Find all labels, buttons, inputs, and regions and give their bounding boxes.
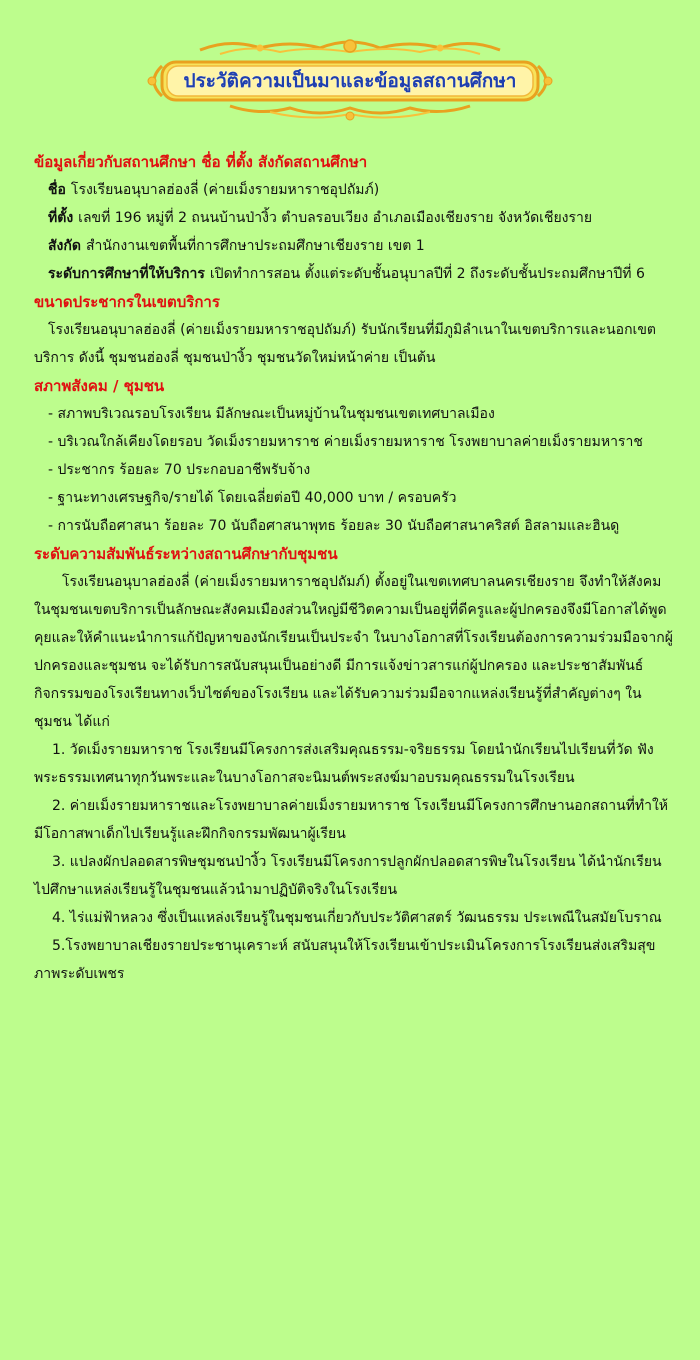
community-item: - ฐานะทางเศรษฐกิจ/รายได้ โดยเฉลี่ยต่อปี 40,000 บาท / ครอบครัว	[48, 490, 457, 506]
school-name-row	[34, 176, 674, 204]
community-item: - ประชากร ร้อยละ 70 ประกอบอาชีพรับจ้าง	[48, 462, 311, 478]
education-level-value: เปิดทำการสอน ตั้งแต่ระดับชั้นอนุบาลปีที่ 2 ถึงระดับชั้นประถมศึกษาปีที่ 6	[209, 266, 645, 282]
learning-source-item: 3. แปลงผักปลอดสารพิษชุมชนป่างิ้ว โรงเรียนมีโครงการปลูกผักปลอดสารพิษในโรงเรียน ได้นำนักเรียนไปศึกษาแหล่งเรียนรู้ในชุมชนแล้วนำมาปฏิบัติจริงในโรงเรียน	[34, 854, 662, 898]
school-name-label: ชื่อ	[48, 182, 66, 198]
education-level-row	[34, 260, 674, 288]
section-heading-community: สภาพสังคม / ชุมชน	[34, 377, 165, 395]
school-location-value: เลขที่ 196 หมู่ที่ 2 ถนนบ้านป่างิ้ว ตำบลรอบเวียง อำเภอเมืองเชียงราย จังหวัดเชียงราย	[78, 210, 593, 226]
education-level-label: ระดับการศึกษาที่ให้บริการ	[48, 266, 205, 282]
section-heading-relationship: ระดับความสัมพันธ์ระหว่างสถานศึกษากับชุมชน	[34, 545, 338, 563]
section-heading-school-info: ข้อมูลเกี่ยวกับสถานศึกษา ชื่อ ที่ตั้ง สังกัดสถานศึกษา	[34, 153, 368, 171]
community-item: - การนับถือศาสนา ร้อยละ 70 นับถือศาสนาพุทธ ร้อยละ 30 นับถือศาสนาคริสต์ อิสลามและฮินดู	[48, 518, 620, 534]
relationship-intro: โรงเรียนอนุบาลฮ่องลี่ (ค่ายเม็งรายมหาราชอุปถัมภ์) ตั้งอยู่ในเขตเทศบาลนครเชียงราย จึงทำให้สังคมในชุมชนเขตบริการเป็นลักษณะสังคมเมืองส่วนใหญ่มีชีวิตความเป็นอยู่ที่ดีครูและผู้ปกครองจึงมีโอกาสได้พูดคุยและให้คำแนะนำการแก้ปัญหาของนักเรียนเป็นประจำ ในบางโอกาสที่โรงเรียนต้องการความร่วมมือจากผู้ปกครองและชุมชน จะได้รับการสนับสนุนเป็นอย่างดี มีการแจ้งข่าวสารแก่ผู้ปกครอง และประชาสัมพันธ์กิจกรรมของโรงเรียนทางเว็บไซต์ของโรงเรียน และได้รับความร่วมมือจากแหล่งเรียนรู้ที่สำคัญต่างๆ ในชุมชน ได้แก่	[34, 574, 673, 730]
learning-source-item: 2. ค่ายเม็งรายมหาราชและโรงพยาบาลค่ายเม็งรายมหาราช โรงเรียนมีโครงการศึกษานอกสถานที่ทำให้มีโอกาสพาเด็กไปเรียนรู้และฝึกกิจกรรมพัฒนาผู้เรียน	[34, 798, 669, 842]
community-item: - สภาพบริเวณรอบโรงเรียน มีลักษณะเป็นหมู่บ้านในชุมชนเขตเทศบาลเมือง	[48, 406, 495, 422]
school-affiliation-value: สำนักงานเขตพื้นที่การศึกษาประถมศึกษาเชียงราย เขต 1	[85, 238, 425, 254]
school-name-value: โรงเรียนอนุบาลฮ่องลี่ (ค่ายเม็งรายมหาราชอุปถัมภ์)	[70, 182, 380, 198]
community-item: - บริเวณใกล้เคียงโดยรอบ วัดเม็งรายมหาราช ค่ายเม็งรายมหาราช โรงพยาบาลค่ายเม็งรายมหาราช	[48, 434, 643, 450]
page-title: ประวัติความเป็นมาและข้อมูลสถานศึกษา	[183, 70, 517, 92]
school-location-row	[34, 204, 674, 232]
learning-source-item: 1. วัดเม็งรายมหาราช โรงเรียนมีโครงการส่งเสริมคุณธรรม-จริยธรรม โดยนำนักเรียนไปเรียนที่วัด ฟังพระธรรมเทศนาทุกวันพระและในบางโอกาสจะนิมนต์พระสงฆ์มาอบรมคุณธรรมในโรงเรียน	[34, 742, 654, 786]
school-affiliation-row	[34, 232, 674, 260]
section-heading-population: ขนาดประชากรในเขตบริการ	[34, 293, 220, 311]
learning-source-item: 4. ไร่แม่ฟ้าหลวง ซึ่งเป็นแหล่งเรียนรู้ในชุมชนเกี่ยวกับประวัติศาสตร์ วัฒนธรรม ประเพณีในสมัยโบราณ	[52, 910, 662, 926]
title-banner	[140, 36, 560, 122]
learning-source-item: 5.โรงพยาบาลเชียงรายประชานุเคราะห์ สนับสนุนให้โรงเรียนเข้าประเมินโครงการโรงเรียนส่งเสริมสุขภาพระดับเพชร	[34, 938, 656, 982]
population-text: โรงเรียนอนุบาลฮ่องลี่ (ค่ายเม็งรายมหาราชอุปถัมภ์) รับนักเรียนที่มีภูมิลำเนาในเขตบริการและนอกเขตบริการ ดังนี้ ชุมชนฮ่องลี่ ชุมชนป่างิ้ว ชุมชนวัดใหม่หน้าค่าย เป็นต้น	[34, 322, 656, 366]
main-content	[34, 148, 674, 988]
school-affiliation-label: สังกัด	[48, 238, 81, 254]
school-location-label: ที่ตั้ง	[48, 210, 74, 226]
